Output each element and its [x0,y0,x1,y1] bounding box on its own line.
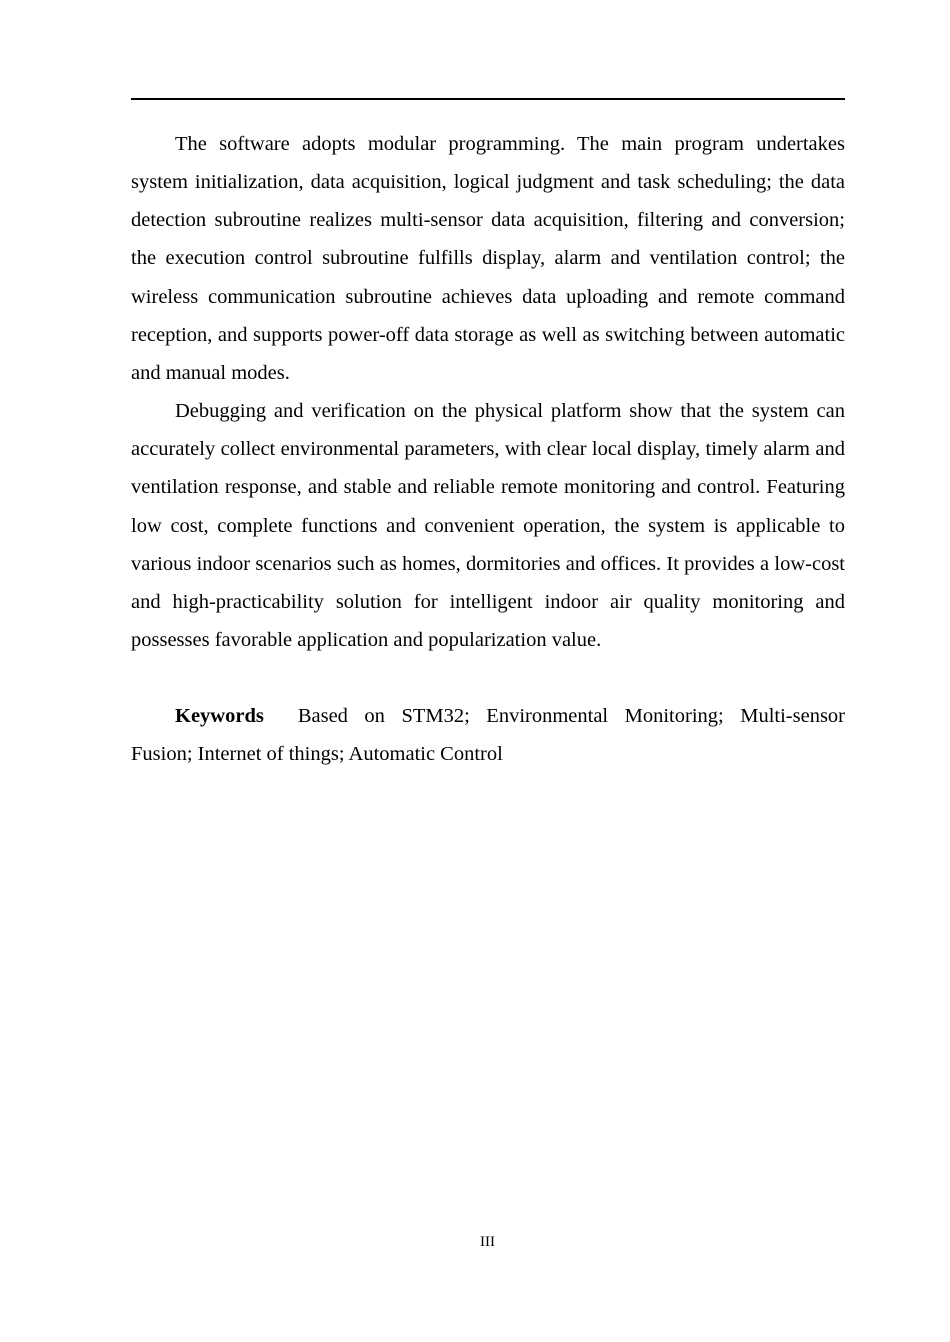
keywords-line [131,697,845,773]
abstract-body [131,125,845,774]
abstract-paragraph-verification: Debugging and verification on the physical platform show that the system can accurately collect environmental parameters, with clear local display, timely alarm and ventilation response, and stable and reliable remote monitoring and control. Featuring low cost, complete functions and convenient operation, the system is applicable to various indoor scenarios such as homes, dormitories and offices. It provides a low-cost and high-practicability solution for intelligent indoor air quality monitoring and possesses favorable application and popularization value. [131,400,845,652]
keywords-label: Keywords [175,705,264,728]
abstract-paragraph-software: The software adopts modular programming. The main program undertakes system initialization, data acquisition, logical judgment and task scheduling; the data detection subroutine realizes multi-sensor data acquisition, filtering and conversion; the execution control subroutine fulfills display, alarm and ventilation control; the wireless communication subroutine achieves data uploading and remote command reception, and supports power-off data storage as well as switching between automatic and manual modes. [131,133,845,384]
header-rule [131,98,845,100]
keywords-text: Based on STM32; Environmental Monitoring; Multi-sensor Fusion; Internet of things; Automatic Control [131,705,845,766]
page-number: III [480,1234,495,1250]
